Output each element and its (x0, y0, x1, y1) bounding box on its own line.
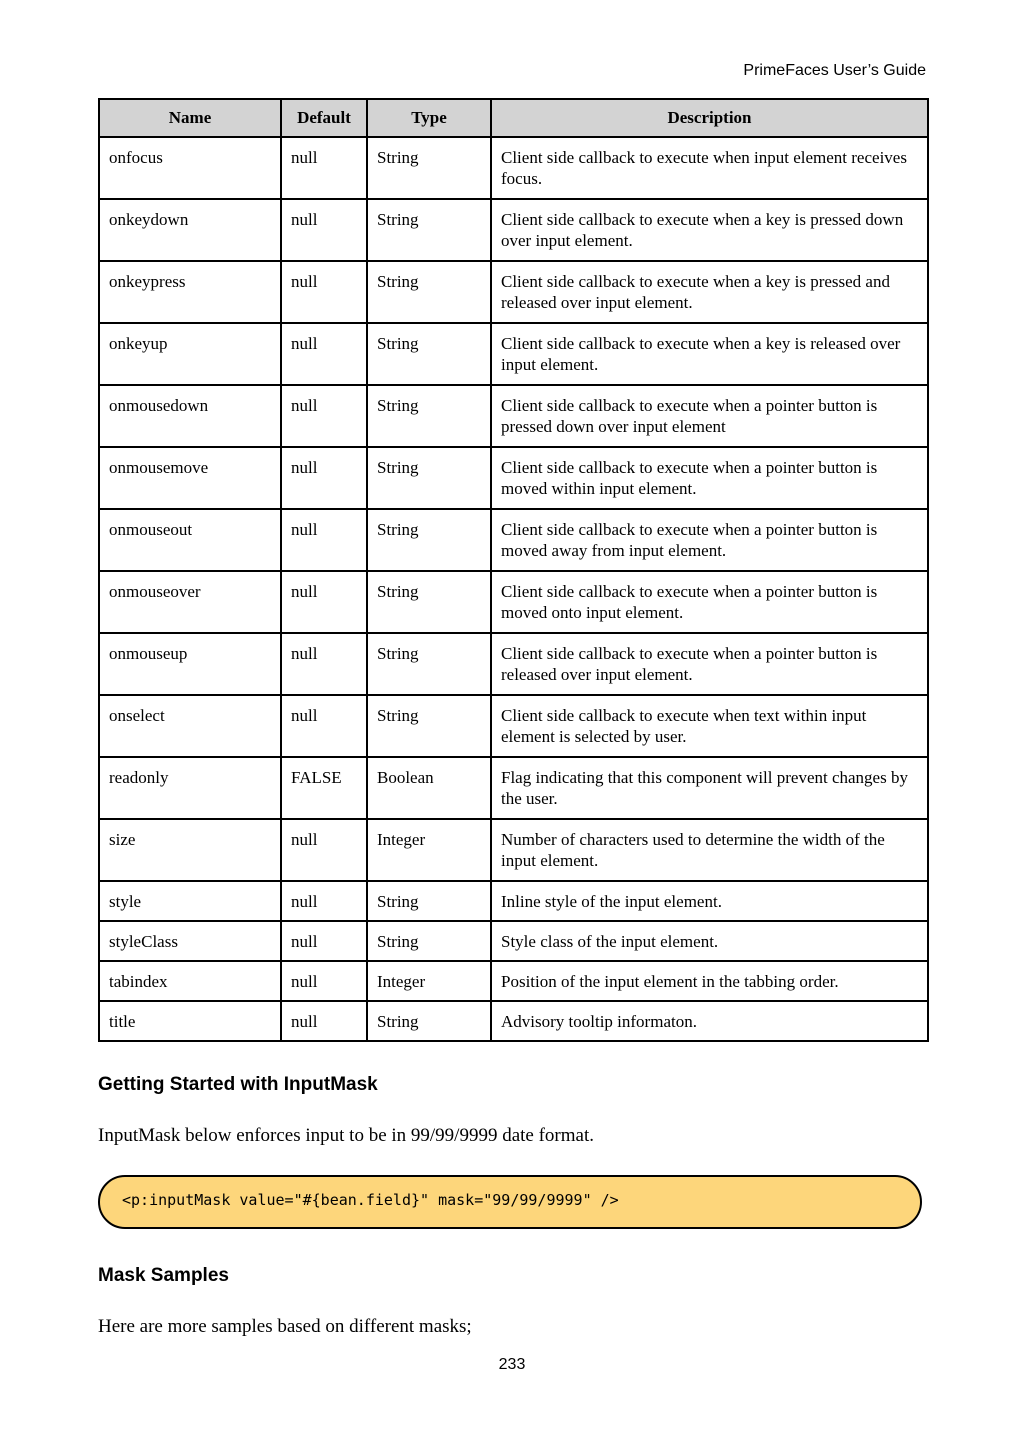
section-heading-mask-samples: Mask Samples (98, 1265, 229, 1286)
table-row (99, 137, 928, 199)
code-snippet: <p:inputMask value="#{bean.field}" mask="99/99/9999" /> (122, 1191, 619, 1209)
cell-type: String (367, 137, 491, 199)
cell-name: onfocus (99, 137, 281, 199)
table-body (99, 137, 928, 1041)
cell-description: Inline style of the input element. (491, 881, 928, 921)
cell-name: onmouseover (99, 571, 281, 633)
cell-description: Client side callback to execute when a key is pressed and released over input element. (491, 261, 928, 323)
cell-name: onselect (99, 695, 281, 757)
cell-type: String (367, 323, 491, 385)
table-row (99, 961, 928, 1001)
cell-type: String (367, 571, 491, 633)
cell-type: String (367, 385, 491, 447)
table-row (99, 199, 928, 261)
page-number: 233 (498, 1356, 526, 1373)
cell-type: String (367, 447, 491, 509)
attributes-table (98, 98, 929, 1042)
cell-default: null (281, 137, 367, 199)
getting-started-text: InputMask below enforces input to be in 99/99/9999 date format. (98, 1125, 595, 1146)
cell-type: Integer (367, 819, 491, 881)
cell-description: Flag indicating that this component will prevent changes by the user. (491, 757, 928, 819)
cell-type: String (367, 633, 491, 695)
cell-description: Client side callback to execute when text within input element is selected by user. (491, 695, 928, 757)
cell-default: null (281, 1001, 367, 1041)
cell-description: Client side callback to execute when a pointer button is moved away from input element. (491, 509, 928, 571)
cell-description: Style class of the input element. (491, 921, 928, 961)
cell-default: null (281, 323, 367, 385)
cell-name: onmouseout (99, 509, 281, 571)
cell-name: onmouseup (99, 633, 281, 695)
cell-default: FALSE (281, 757, 367, 819)
table-row (99, 323, 928, 385)
cell-type: String (367, 921, 491, 961)
cell-name: size (99, 819, 281, 881)
cell-name: title (99, 1001, 281, 1041)
cell-name: readonly (99, 757, 281, 819)
cell-default: null (281, 509, 367, 571)
cell-default: null (281, 199, 367, 261)
cell-default: null (281, 571, 367, 633)
column-header-description: Description (491, 99, 928, 137)
cell-type: String (367, 509, 491, 571)
cell-default: null (281, 695, 367, 757)
cell-default: null (281, 819, 367, 881)
cell-default: null (281, 633, 367, 695)
cell-description: Client side callback to execute when a pointer button is pressed down over input element (491, 385, 928, 447)
cell-description: Client side callback to execute when a pointer button is moved within input element. (491, 447, 928, 509)
cell-type: Integer (367, 961, 491, 1001)
table-row (99, 881, 928, 921)
table-row (99, 385, 928, 447)
column-header-type: Type (367, 99, 491, 137)
code-block (98, 1175, 922, 1229)
cell-name: onmousedown (99, 385, 281, 447)
table-row (99, 447, 928, 509)
mask-samples-text: Here are more samples based on different masks; (98, 1316, 472, 1337)
table-row (99, 509, 928, 571)
cell-description: Client side callback to execute when a key is released over input element. (491, 323, 928, 385)
running-header: PrimeFaces User’s Guide (743, 62, 926, 79)
cell-default: null (281, 961, 367, 1001)
cell-description: Client side callback to execute when a pointer button is released over input element. (491, 633, 928, 695)
cell-type: String (367, 199, 491, 261)
cell-description: Number of characters used to determine the width of the input element. (491, 819, 928, 881)
cell-name: style (99, 881, 281, 921)
table-row (99, 1001, 928, 1041)
cell-type: String (367, 261, 491, 323)
cell-description: Client side callback to execute when input element receives focus. (491, 137, 928, 199)
cell-description: Client side callback to execute when a pointer button is moved onto input element. (491, 571, 928, 633)
cell-description: Client side callback to execute when a key is pressed down over input element. (491, 199, 928, 261)
cell-default: null (281, 881, 367, 921)
cell-name: onkeydown (99, 199, 281, 261)
table-row (99, 695, 928, 757)
cell-type: String (367, 695, 491, 757)
table-row (99, 571, 928, 633)
cell-type: String (367, 1001, 491, 1041)
section-heading-getting-started: Getting Started with InputMask (98, 1074, 378, 1095)
cell-default: null (281, 447, 367, 509)
cell-name: onkeypress (99, 261, 281, 323)
cell-description: Position of the input element in the tabbing order. (491, 961, 928, 1001)
cell-type: String (367, 881, 491, 921)
table-header-row (99, 99, 928, 137)
cell-name: onkeyup (99, 323, 281, 385)
cell-name: styleClass (99, 921, 281, 961)
table-row (99, 633, 928, 695)
table-row (99, 921, 928, 961)
cell-type: Boolean (367, 757, 491, 819)
cell-default: null (281, 261, 367, 323)
cell-name: onmousemove (99, 447, 281, 509)
table-row (99, 757, 928, 819)
cell-default: null (281, 921, 367, 961)
table-row (99, 819, 928, 881)
column-header-name: Name (99, 99, 281, 137)
table-row (99, 261, 928, 323)
cell-name: tabindex (99, 961, 281, 1001)
cell-default: null (281, 385, 367, 447)
cell-description: Advisory tooltip informaton. (491, 1001, 928, 1041)
column-header-default: Default (281, 99, 367, 137)
